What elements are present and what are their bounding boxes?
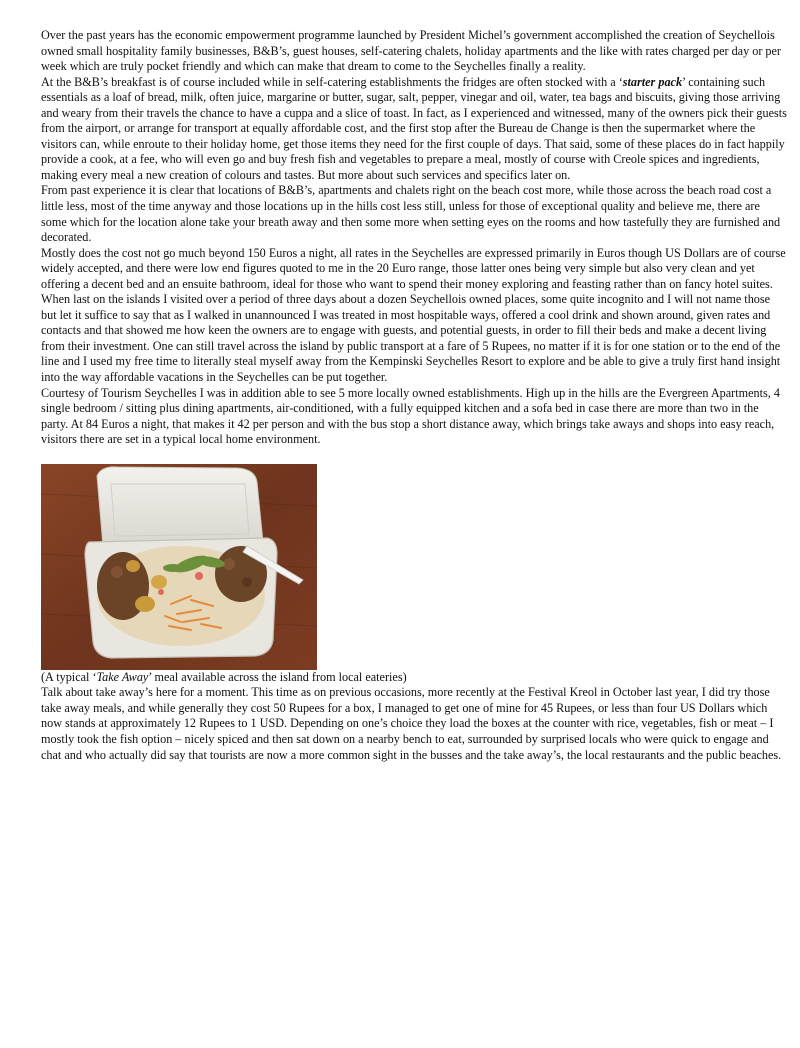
caption-rest: ’ meal available across the island from local eateries) <box>148 669 407 684</box>
paragraph-visits: When last on the islands I visited over a period of three days about a dozen Seychellois owned places, some quite incognito and I will not name those but let it suffice to say that as I walked in unannounced I was treated in most hospitable ways, offered a cool drink and shown around, given rates and contacts and that showed me how keen the owners are to engage with guests, and potential guests, in order to fill their beds and make a decent living from their investment. One can still travel across the island by public transport at a fare of 5 Rupees, no matter if it is for one station or to the end of the line and I used my free time to literally steal myself away from the Kempinski Seychelles Resort to explore and be able to give a truly first hand insight into the way affordable vacations in the Seychelles can be put together. <box>41 292 781 385</box>
paragraph-take-away: Talk about take away’s here for a moment. This time as on previous occasions, more recently at the Festival Kreol in October last year, I did try those take away meals, and while generally they cost 50 Rupees for a box, I managed to get one of mine for 45 Rupees, or less than four US Dollars which now stands at approximately 12 Rupees to 1 USD. Depending on one’s choice they load the boxes at the counter with rice, vegetables, fish or meat – I mostly took the fish option – nicely spiced and then sat down on a nearby bench to eat, surrounded by surprised locals who were quick to engage and chat and who actually did say that tourists are now a more common sight in the busses and the take away’s, the local restaurants and the public beaches. <box>41 685 782 762</box>
caption-start: (A typical ‘ <box>41 669 97 684</box>
meal-photo-illustration <box>41 464 317 670</box>
take-away-emphasis: Take Away <box>96 669 149 684</box>
article-page <box>41 28 787 763</box>
paragraph-intro: Over the past years has the economic empowerment programme launched by President Michel’s government accomplished the creation of Seychellois owned small hospitality family businesses, B&B’s, guest houses, self-catering chalets, holiday apartments and the like with rates charged per day or per week which are truly pocket friendly and which can make that dream to come to the Seychelles finally a reality. <box>41 28 781 74</box>
paragraph-breakfast-rest: ’ containing such essentials as a loaf of bread, milk, often juice, margarine or butter, sugar, salt, pepper, vinegar and oil, water, tea bags and biscuits, giving those arriving and weary from their travels the chance to have a cuppa and a slice of toast. In fact, as I experienced and witnessed, many of the owners pick their guests from the airport, or arrange for transport at equally affordable cost, and the first stop after the Bureau de Change is then the supermarket where the visitors can, while enroute to their holiday home, get those items they need for the first couple of days. That said, some of these places do in fact happily provide a cook, at a fee, who will even go and buy fresh fish and vegetables to prepare a meal, mostly of course with Creole spices and ingredients, making every meal a new creation of colours and tastes. But more about such services and specifics later on. <box>41 74 787 182</box>
paragraph-costs: Mostly does the cost not go much beyond 150 Euros a night, all rates in the Seychelles are expressed primarily in Euros though US Dollars are of course widely accepted, and there were low end figures quoted to me in the 20 Euro range, those latter ones being very simple but also very clean and yet offering a decent bed and an ensuite bathroom, ideal for those who want to spend their money exploring and feasting rather than on fancy hotel suites. <box>41 245 786 291</box>
paragraph-locations: From past experience it is clear that locations of B&B’s, apartments and chalets right on the beach cost more, while those across the beach road cost a little less, most of the time anyway and those locations up in the hills cost less still, unless for those of exceptional quality and believe me, there are some which for the location alone take your breath away and then some more when setting eyes on the rooms and how tastefully they are furnished and decorated. <box>41 183 781 245</box>
paragraph-evergreen: Courtesy of Tourism Seychelles I was in addition able to see 5 more locally owned establishments. High up in the hills are the Evergreen Apartments, 4 single bedroom / sitting plus dining apartments, air-conditioned, with a fully equipped kitchen and a sofa bed in case there are more than two in the party. At 84 Euros a night, that makes it 42 per person and with the bus stop a short distance away, which brings take aways and shops into easy reach, visitors there are set in a typical local home environment. <box>41 385 780 447</box>
paragraph-breakfast-start: At the B&B’s breakfast is of course included while in self-catering establishments the fridges are often stocked with a ‘ <box>41 74 623 89</box>
paragraph-breakfast <box>41 75 787 184</box>
take-away-meal-photo <box>41 464 317 670</box>
photo-caption <box>41 670 787 686</box>
starter-pack-emphasis: starter pack <box>622 74 683 89</box>
spacer <box>41 448 787 464</box>
